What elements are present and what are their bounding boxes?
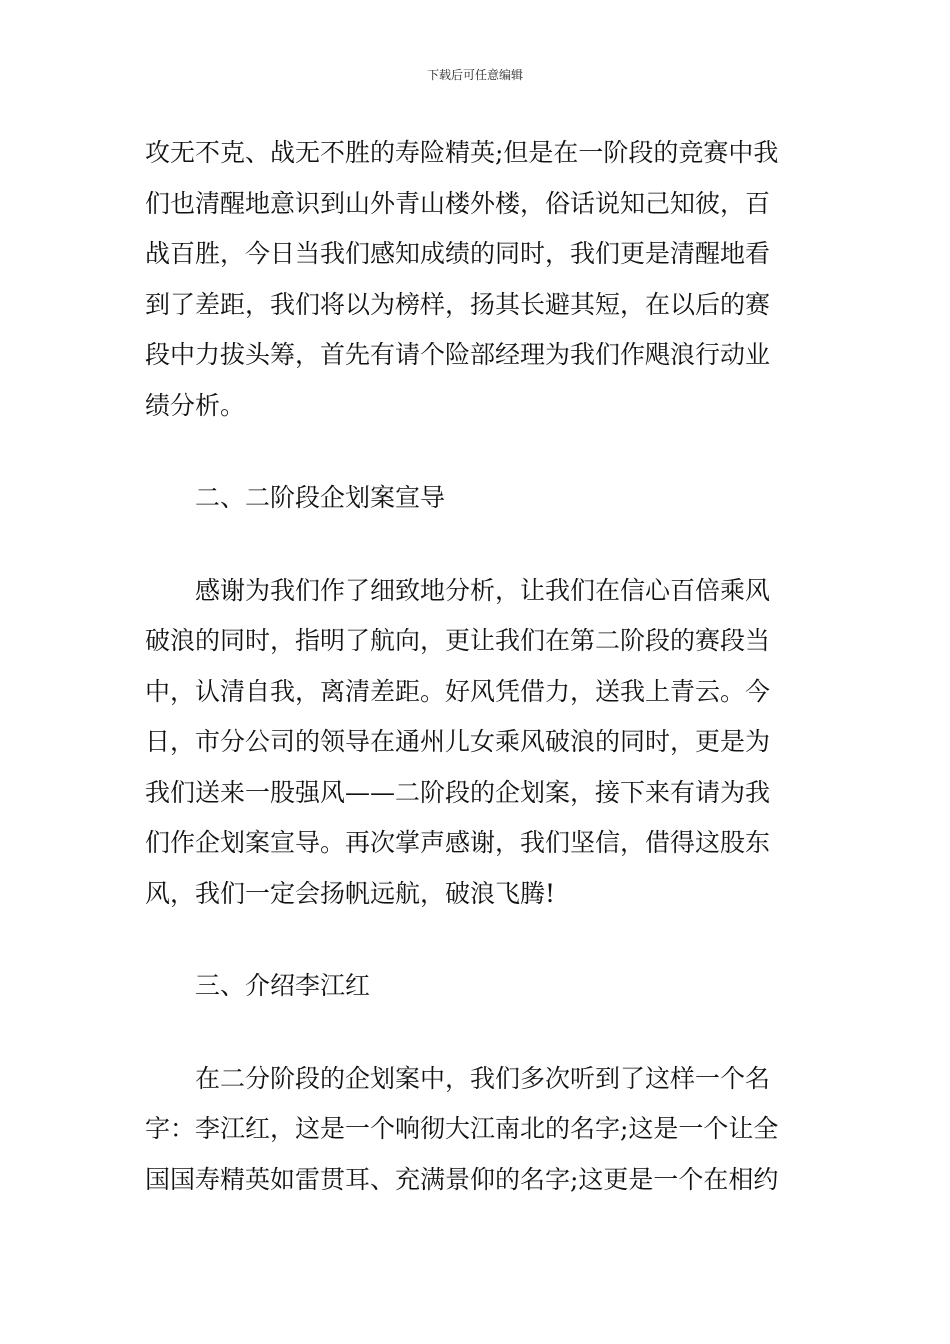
page-header <box>0 66 950 83</box>
text-line: 破浪的同时，指明了航向，更让我们在第二阶段的赛段当 <box>145 626 771 655</box>
text-line: 国国寿精英如雷贯耳、充满景仰的名字;这更是一个在相约 <box>145 1164 779 1194</box>
text-line: 在二分阶段的企划案中，我们多次听到了这样一个名 <box>195 1063 771 1093</box>
text-line: 们作企划案宣导。再次掌声感谢，我们坚信，借得这股东 <box>145 828 771 857</box>
text-line: 到了差距，我们将以为榜样，扬其长避其短，在以后的赛 <box>145 289 771 319</box>
text-line: 我们送来一股强风——二阶段的企划案，接下来有请为我 <box>145 777 771 807</box>
text-line: 中，认清自我，离清差距。好风凭借力，送我上青云。今 <box>145 676 771 706</box>
section-heading-3: 三、介绍李江红 <box>195 971 371 1000</box>
text-line: 日，市分公司的领导在通州儿女乘风破浪的同时，更是为 <box>145 727 771 756</box>
section-heading-2: 二、二阶段企划案宣导 <box>195 483 446 512</box>
text-line: 段中力拔头筹，首先有请个险部经理为我们作飓浪行动业 <box>145 340 771 369</box>
text-line: 字：李江红，这是一个响彻大江南北的名字;这是一个让全 <box>145 1114 779 1143</box>
header-text: 下载后可任意编辑 <box>426 68 523 82</box>
text-line: 风，我们一定会扬帆远航，破浪飞腾! <box>145 878 556 908</box>
paragraph-1 <box>145 128 805 431</box>
paragraph-2 <box>145 566 805 920</box>
document-body <box>145 128 805 1205</box>
text-line: 攻无不克、战无不胜的寿险精英;但是在一阶段的竞赛中我 <box>145 138 779 167</box>
paragraph-3 <box>145 1054 805 1206</box>
text-line: 战百胜，今日当我们感知成绩的同时，我们更是清醒地看 <box>145 239 771 268</box>
text-line: 们也清醒地意识到山外青山楼外楼，俗话说知己知彼，百 <box>145 188 771 218</box>
text-line: 绩分析。 <box>145 390 246 420</box>
text-line: 感谢为我们作了细致地分析，让我们在信心百倍乘风 <box>195 575 771 605</box>
